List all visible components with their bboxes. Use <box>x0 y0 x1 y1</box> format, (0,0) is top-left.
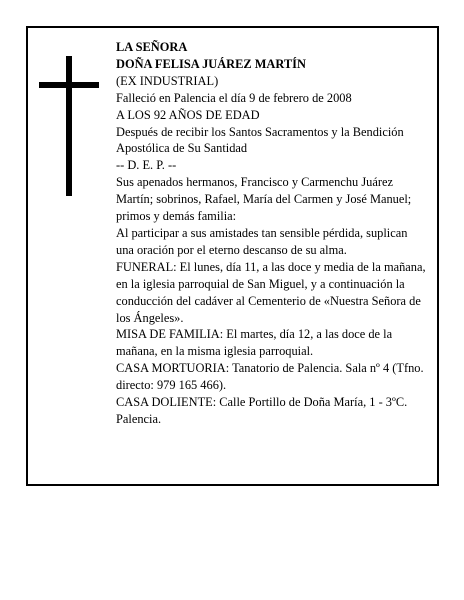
home-address: CASA DOLIENTE: Calle Portillo de Doña María, 1 - 3ºC. Palencia. <box>116 395 408 426</box>
obituary-frame <box>26 26 439 486</box>
cross-horizontal-bar <box>39 82 99 88</box>
title-honorific: LA SEÑORA <box>116 40 188 54</box>
cross-vertical-bar <box>66 56 72 196</box>
occupation: (EX INDUSTRIAL) <box>116 73 219 88</box>
obituary-text <box>116 39 428 428</box>
rip-line: -- D. E. P. -- <box>116 158 177 173</box>
age: A LOS 92 AÑOS DE EDAD <box>116 107 260 122</box>
mortuary-info: CASA MORTUORIA: Tanatorio de Palencia. Sala nº 4 (Tfno. directo: 979 165 466). <box>116 361 424 393</box>
death-date: Falleció en Palencia el día 9 de febrero de 2008 <box>116 90 352 105</box>
funeral-info: FUNERAL: El lunes, día 11, a las doce y media de la mañana, en la iglesia parroquial de San Miguel, y a continuación la conducción del cadáver al Cementerio de «Nuestra Señora de los Ángeles». <box>116 259 426 325</box>
family-text: Sus apenados hermanos, Francisco y Carmenchu Juárez Martín; sobrinos, Rafael, María del Carmen y José Manuel; primos y demás familia: <box>116 175 412 224</box>
sacraments-text: Después de recibir los Santos Sacramentos y la Bendición Apostólica de Su Santidad <box>116 124 404 156</box>
deceased-name: DOÑA FELISA JUÁREZ MARTÍN <box>116 56 306 71</box>
prayer-request: Al participar a sus amistades tan sensible pérdida, suplican una oración por el eterno descanso de su alma. <box>116 225 408 257</box>
family-mass-info: MISA DE FAMILIA: El martes, día 12, a las doce de la mañana, en la misma iglesia parroquial. <box>116 327 393 359</box>
